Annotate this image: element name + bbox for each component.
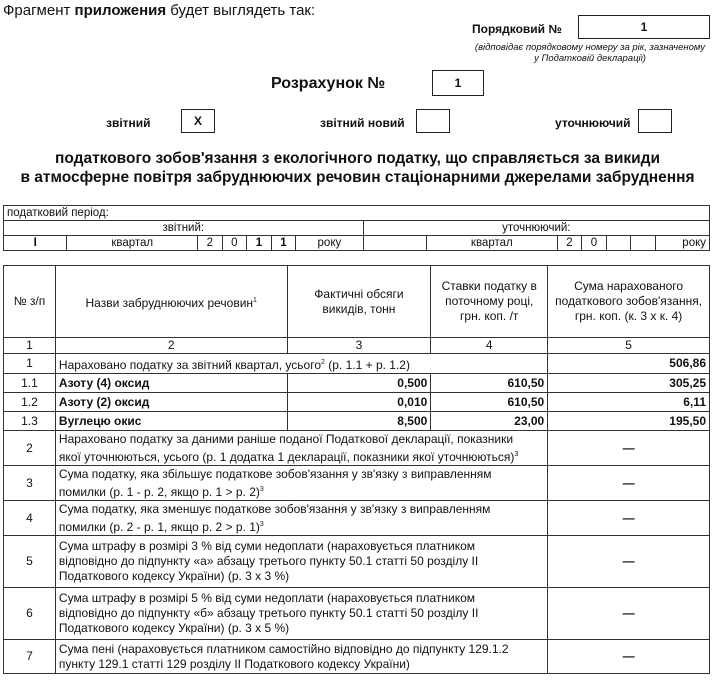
type-reporting-new-label: звітний новий bbox=[320, 116, 405, 130]
reporting-quarter-field[interactable]: I bbox=[4, 236, 67, 251]
clarifying-year-word: року bbox=[655, 236, 709, 251]
row-value[interactable]: — bbox=[548, 640, 710, 674]
table-row: 1.1 Азоту (4) оксид 0,500 610,50 305,25 bbox=[4, 374, 710, 393]
column-number: 3 bbox=[287, 338, 431, 354]
table-row: 2 Нараховано податку за даними раніше поданої Податкової декларації, показники якої уточнюються, усього (р. 1 додатка 1 декларації, показники якої уточнюються)$^3$ — bbox=[4, 431, 710, 466]
clarifying-year-digit[interactable] bbox=[606, 236, 631, 251]
header-sum: Сума нарахованого податкового зобов'язання, грн. коп. (к. 3 х к. 4) bbox=[548, 266, 710, 338]
row-description: Сума штрафу в розмірі 3 % від суми недоплати (нараховується платником відповідно до підпункту «а» абзацу третього пункту 50.1 статті 50 розділу II Податкового кодексу України) (р. 3 х 3 %) bbox=[55, 536, 547, 588]
clarifying-year-digit[interactable]: 2 bbox=[557, 236, 582, 251]
ordinal-note: (відповідає порядковому номеру за рік, зазначеному у Податковій декларації) bbox=[474, 42, 706, 64]
calc-number-field[interactable]: 1 bbox=[432, 70, 484, 96]
substance-volume[interactable]: 0,010 bbox=[287, 393, 431, 412]
table-row: 7 Сума пені (нараховується платником самостійно відповідно до підпункту 129.1.2 пункту 129.1 статті 129 розділу II Податкового кодексу України) — bbox=[4, 640, 710, 674]
row-description: Нараховано податку за даними раніше поданої Податкової декларації, показники якої уточнюються, усього (р. 1 додатка 1 декларації, показники якої уточнюються)$^3$ bbox=[55, 431, 547, 466]
document-heading: податкового зобов'язання з екологічного податку, що справляється за викиди в атмосферне повітря забруднюючих речовин стаціонарними джерелами забруднення bbox=[20, 150, 695, 186]
column-number: 1 bbox=[4, 338, 56, 354]
substance-rate[interactable]: 610,50 bbox=[431, 393, 548, 412]
reporting-year-digit[interactable]: 1 bbox=[271, 236, 296, 251]
type-reporting-label: звітний bbox=[106, 116, 151, 130]
substance-rate[interactable]: 23,00 bbox=[431, 412, 548, 431]
type-reporting-new-checkbox[interactable] bbox=[416, 109, 450, 133]
substance-name: Вуглецю окис bbox=[55, 412, 287, 431]
reporting-quarter-word: квартал bbox=[67, 236, 198, 251]
period-title: податковий період: bbox=[4, 206, 710, 221]
row-value[interactable]: — bbox=[548, 588, 710, 640]
reporting-year-word: року bbox=[296, 236, 363, 251]
substance-sum[interactable]: 6,11 bbox=[548, 393, 710, 412]
row-description: Сума податку, яка зменшує податкове зобов'язання у зв'язку з виправленням помилки (р. 2 - р. 1, якщо р. 2 > р. 1)$^3$ bbox=[55, 501, 547, 536]
calc-table bbox=[3, 265, 710, 674]
header-names: Назви забруднюючих речовин$^1$ bbox=[55, 266, 287, 338]
row-total-sum[interactable]: 506,86 bbox=[548, 354, 710, 374]
row-value[interactable]: — bbox=[548, 501, 710, 536]
row-description: Нараховано податку за звітний квартал, усього$^2$ (р. 1.1 + р. 1.2) bbox=[55, 354, 547, 374]
type-reporting-checkbox[interactable]: X bbox=[181, 109, 215, 133]
table-row: 1 Нараховано податку за звітний квартал, усього$^2$ (р. 1.1 + р. 1.2) 506,86 bbox=[4, 354, 710, 374]
clarifying-quarter-word: квартал bbox=[426, 236, 557, 251]
type-clarifying-label: уточнюючий bbox=[555, 116, 631, 130]
table-row: 5 Сума штрафу в розмірі 3 % від суми недоплати (нараховується платником відповідно до підпункту «а» абзацу третього пункту 50.1 статті 50 розділу II Податкового кодексу України) (р. 3 х 3 %) — bbox=[4, 536, 710, 588]
substance-sum[interactable]: 305,25 bbox=[548, 374, 710, 393]
reporting-year-digit[interactable]: 2 bbox=[198, 236, 223, 251]
row-description: Сума податку, яка збільшує податкове зобов'язання у зв'язку з виправленням помилки (р. 1 - р. 2, якщо р. 1 > р. 2)$^3$ bbox=[55, 466, 547, 501]
table-row: 4 Сума податку, яка зменшує податкове зобов'язання у зв'язку з виправленням помилки (р. 2 - р. 1, якщо р. 2 > р. 1)$^3$ — bbox=[4, 501, 710, 536]
table-row: 1.3 Вуглецю окис 8,500 23,00 195,50 bbox=[4, 412, 710, 431]
column-number: 2 bbox=[55, 338, 287, 354]
reporting-year-digit[interactable]: 1 bbox=[247, 236, 272, 251]
type-clarifying-checkbox[interactable] bbox=[638, 109, 672, 133]
column-number: 5 bbox=[548, 338, 710, 354]
header-volume: Фактичні обсяги викидів, тонн bbox=[287, 266, 431, 338]
clarifying-quarter-field[interactable] bbox=[363, 236, 426, 251]
substance-rate[interactable]: 610,50 bbox=[431, 374, 548, 393]
clarifying-year-digit[interactable]: 0 bbox=[582, 236, 607, 251]
table-row: 1.2 Азоту (2) оксид 0,010 610,50 6,11 bbox=[4, 393, 710, 412]
substance-sum[interactable]: 195,50 bbox=[548, 412, 710, 431]
substance-name: Азоту (4) оксид bbox=[55, 374, 287, 393]
period-clarifying-label: уточнюючий: bbox=[363, 221, 709, 236]
header-rate: Ставки податку в поточному році, грн. коп. /т bbox=[431, 266, 548, 338]
period-table bbox=[3, 205, 710, 251]
row-value[interactable]: — bbox=[548, 466, 710, 501]
substance-volume[interactable]: 0,500 bbox=[287, 374, 431, 393]
reporting-year-digit[interactable]: 0 bbox=[222, 236, 247, 251]
row-description: Сума пені (нараховується платником самостійно відповідно до підпункту 129.1.2 пункту 129.1 статті 129 розділу II Податкового кодексу України) bbox=[55, 640, 547, 674]
ordinal-label: Порядковий № bbox=[472, 22, 562, 36]
substance-volume[interactable]: 8,500 bbox=[287, 412, 431, 431]
row-value[interactable]: — bbox=[548, 431, 710, 466]
column-number: 4 bbox=[431, 338, 548, 354]
row-value[interactable]: — bbox=[548, 536, 710, 588]
substance-name: Азоту (2) оксид bbox=[55, 393, 287, 412]
clarifying-year-digit[interactable] bbox=[631, 236, 656, 251]
intro-text: Фрагмент приложения будет выглядеть так: bbox=[3, 2, 316, 19]
calc-label: Розрахунок № bbox=[271, 75, 386, 92]
header-num: № з/п bbox=[4, 266, 56, 338]
ordinal-number-field[interactable]: 1 bbox=[578, 15, 710, 39]
row-description: Сума штрафу в розмірі 5 % від суми недоплати (нараховується платником відповідно до підпункту «б» абзацу третього пункту 50.1 статті 50 розділу II Податкового кодексу України) (р. 3 х 5 %) bbox=[55, 588, 547, 640]
table-row: 6 Сума штрафу в розмірі 5 % від суми недоплати (нараховується платником відповідно до підпункту «б» абзацу третього пункту 50.1 статті 50 розділу II Податкового кодексу України) (р. 3 х 5 %) — bbox=[4, 588, 710, 640]
table-row: 3 Сума податку, яка збільшує податкове зобов'язання у зв'язку з виправленням помилки (р. 1 - р. 2, якщо р. 1 > р. 2)$^3$ — bbox=[4, 466, 710, 501]
period-reporting-label: звітний: bbox=[4, 221, 364, 236]
